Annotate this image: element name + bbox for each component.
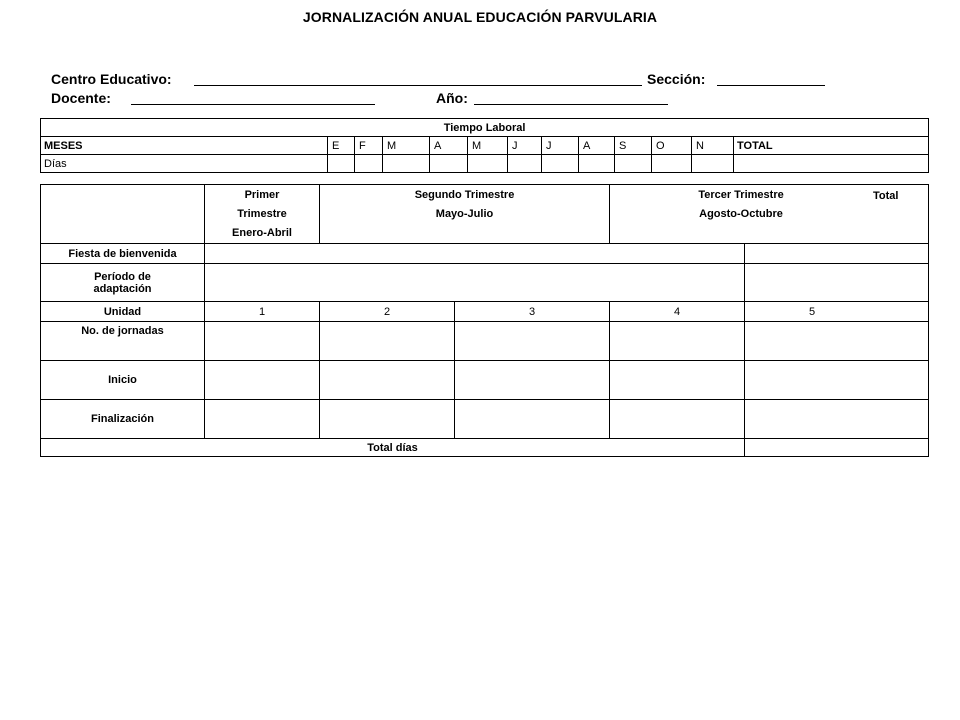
month-cell: M: [468, 137, 508, 155]
unidad-number: 1: [205, 302, 320, 322]
meses-row: [41, 137, 929, 155]
month-cell: F: [355, 137, 383, 155]
segundo-trimestre-header: Segundo Trimestre Mayo-Julio: [320, 185, 610, 244]
inicio-cell[interactable]: [610, 361, 745, 400]
unidad-number: 5: [745, 302, 929, 322]
finalizacion-cell[interactable]: [745, 400, 929, 439]
dias-cell[interactable]: [430, 155, 468, 173]
finalizacion-cell[interactable]: [205, 400, 320, 439]
tiempo-laboral-table: [40, 118, 929, 173]
unidad-number: 3: [455, 302, 610, 322]
unidad-label: Unidad: [41, 302, 205, 322]
jornadas-label: No. de jornadas: [41, 322, 205, 361]
unidad-number: 2: [320, 302, 455, 322]
centro-label: Centro Educativo:: [51, 71, 172, 87]
dias-cell[interactable]: [692, 155, 734, 173]
tercer-trimestre-header: Tercer Trimestre Agosto-Octubre Total: [610, 185, 929, 244]
fiesta-total-cell[interactable]: [745, 244, 929, 264]
month-cell: J: [508, 137, 542, 155]
meses-label: MESES: [41, 137, 328, 155]
docente-label: Docente:: [51, 90, 111, 106]
finalizacion-label: Finalización: [41, 400, 205, 439]
inicio-cell[interactable]: [745, 361, 929, 400]
fiesta-label: Fiesta de bienvenida: [41, 244, 205, 264]
jornadas-cell[interactable]: [205, 322, 320, 361]
seccion-blank-line[interactable]: [717, 85, 825, 86]
anio-blank-line[interactable]: [474, 104, 668, 105]
primer-trimestre-header: Primer Trimestre Enero-Abril: [205, 185, 320, 244]
month-cell: E: [328, 137, 355, 155]
inicio-cell[interactable]: [320, 361, 455, 400]
finalizacion-cell[interactable]: [610, 400, 745, 439]
dias-cell[interactable]: [652, 155, 692, 173]
jornadas-table: [40, 184, 929, 457]
inicio-cell[interactable]: [205, 361, 320, 400]
tiempo-laboral-header: Tiempo Laboral: [41, 119, 929, 137]
jornadas-cell[interactable]: [455, 322, 610, 361]
finalizacion-cell[interactable]: [320, 400, 455, 439]
corner-cell: [41, 185, 205, 244]
total-label: TOTAL: [734, 137, 929, 155]
total-dias-label: Total días: [41, 439, 745, 457]
dias-cell[interactable]: [468, 155, 508, 173]
month-cell: N: [692, 137, 734, 155]
month-cell: A: [579, 137, 615, 155]
finalizacion-cell[interactable]: [455, 400, 610, 439]
dias-total-cell[interactable]: [734, 155, 929, 173]
total-column-header: Total: [873, 190, 899, 202]
periodo-cell[interactable]: [205, 264, 745, 302]
dias-cell[interactable]: [355, 155, 383, 173]
unidad-number: 4: [610, 302, 745, 322]
jornadas-cell[interactable]: [610, 322, 745, 361]
dias-cell[interactable]: [542, 155, 579, 173]
anio-label: Año:: [436, 90, 468, 106]
dias-label: Días: [41, 155, 328, 173]
centro-blank-line[interactable]: [194, 85, 642, 86]
month-cell: O: [652, 137, 692, 155]
month-cell: M: [383, 137, 430, 155]
periodo-label: Período de adaptación: [41, 264, 205, 302]
dias-cell[interactable]: [615, 155, 652, 173]
docente-blank-line[interactable]: [131, 104, 375, 105]
dias-row: [41, 155, 929, 173]
periodo-total-cell[interactable]: [745, 264, 929, 302]
month-cell: S: [615, 137, 652, 155]
month-cell: J: [542, 137, 579, 155]
month-cell: A: [430, 137, 468, 155]
dias-cell[interactable]: [579, 155, 615, 173]
inicio-cell[interactable]: [455, 361, 610, 400]
jornadas-cell[interactable]: [745, 322, 929, 361]
inicio-label: Inicio: [41, 361, 205, 400]
dias-cell[interactable]: [328, 155, 355, 173]
dias-cell[interactable]: [508, 155, 542, 173]
seccion-label: Sección:: [647, 71, 706, 87]
fiesta-cell[interactable]: [205, 244, 745, 264]
page-title: JORNALIZACIÓN ANUAL EDUCACIÓN PARVULARIA: [302, 9, 658, 25]
dias-cell[interactable]: [383, 155, 430, 173]
jornadas-cell[interactable]: [320, 322, 455, 361]
total-dias-cell[interactable]: [745, 439, 929, 457]
